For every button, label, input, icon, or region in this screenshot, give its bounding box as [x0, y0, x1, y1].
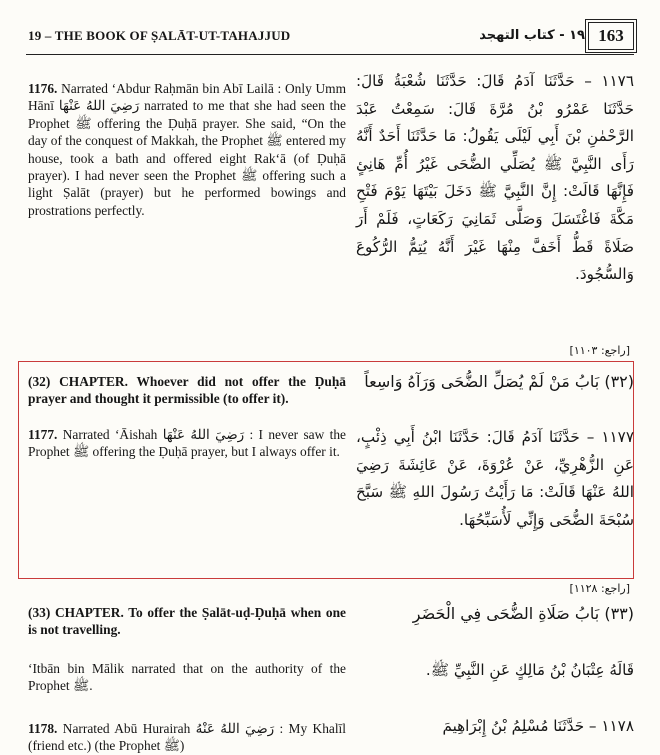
chapter-33-note-arabic: قَالَهُ عِتْبَانُ بْنُ مَالِكٍ عَنِ النَّبِيِّ ﷺ.	[425, 661, 634, 679]
hadith-1176-text: Narrated ‘Abdur Raḥmān bin Abī Lailā : Only Umm Hānī رَضِيَ اللهُ عَنْهَا narrated to me that she had seen the Prophet ﷺ offering the Ḍuḥā prayer. She said, “On the day of the conquest of Makkah, the Prophet ﷺ entered my house, took a bath and offered eight Rak‘ā (of Ḍuḥā prayer). I had never seen the Prophet ﷺ offering such a light Ṣalāt (prayer) but he performed bowings and prostrations perfectly.	[28, 81, 346, 218]
hadith-1178-arabic: ١١٧٨ – حَدَّثَنَا مُسْلِمُ بْنُ إِبْرَاهِيمَ	[442, 717, 634, 735]
chapter-33-heading-english: (33) CHAPTER. To offer the Ṣalāt-uḍ-Ḍuḥā when one is not travelling.	[28, 605, 346, 638]
hadith-1177-number: 1177.	[28, 427, 58, 442]
hadith-1176-arabic: ١١٧٦ – حَدَّثَنَا آدَمُ قَالَ: حَدَّثَنَا شُعْبَةُ قَالَ: حَدَّثَنَا عَمْرُو بْنُ مُرَّةَ قَالَ: سَمِعْتُ عَبْدَ الرَّحْمٰنِ بْنَ أَبِي لَيْلَى يَقُولُ: مَا حَدَّثَنَا أَحَدٌ أَنَّهُ رَأَى النَّبِيَّ ﷺ يُصَلِّي الضُّحَى غَيْرُ أُمِّ هَانِئٍ فَإِنَّهَا قَالَتْ: إِنَّ النَّبِيَّ ﷺ دَخَلَ بَيْتَهَا يَوْمَ فَتْحِ مَكَّةَ فَاغْتَسَلَ وَصَلَّى ثَمَانِيَ رَكَعَاتٍ، فَلَمْ أَرَ صَلَاةً قَطُّ أَخَفَّ مِنْهَا غَيْرَ أَنَّهُ يُتِمُّ الرُّكُوعَ وَالسُّجُودَ.	[356, 72, 634, 284]
hadith-1176-number: 1176.	[28, 81, 58, 96]
chapter-32-heading-english: (32) CHAPTER. Whoever did not offer the Ḍuḥā prayer and thought it permissible (to offer it).	[28, 374, 346, 407]
hadith-1177-text: Narrated ‘Āishah رَضِيَ اللهُ عَنْهَا : I never saw the Prophet ﷺ offering the Ḍuḥā prayer, but I always offer it.	[28, 427, 346, 460]
hadith-1177-english	[28, 426, 346, 461]
hadith-1177-arabic: ١١٧٧ – حَدَّثَنَا آدَمُ قَالَ: حَدَّثَنَا ابْنُ أَبِي ذِئْبٍ، عَنِ الزُّهْرِيِّ، عَنْ عُرْوَةَ، عَنْ عَائِشَةَ رَضِيَ اللهُ عَنْهَا قَالَتْ: مَا رَأَيْتُ رَسُولَ اللهِ ﷺ سَبَّحَ سُبْحَةَ الضُّحَى وَإِنِّي لَأُسَبِّحُهَا.	[356, 428, 634, 529]
page-header	[0, 22, 660, 50]
hadith-1178-text: Narrated Abū Hurairah رَضِيَ اللهُ عَنْهُ : My Khalīl (friend etc.) (the Prophet ﷺ)	[28, 721, 346, 754]
hadith-1178-english	[28, 720, 346, 755]
hadith-1178-number: 1178.	[28, 721, 58, 736]
chapter-32-heading-arabic: (٣٢) بَابُ مَنْ لَمْ يُصَلِّ الضُّحَى وَرَآهُ وَاسِعاً	[364, 372, 634, 391]
hadith-1176-english	[28, 80, 346, 219]
header-rule	[26, 54, 634, 55]
chapter-33-heading-arabic: (٣٣) بَابُ صَلَاةِ الضُّحَى فِي الْحَضَرِ	[412, 604, 634, 623]
hadith-1176-reference: [راجع: ١١٠٣]	[569, 344, 630, 357]
hadith-1177-reference: [راجع: ١١٢٨]	[569, 582, 630, 595]
book-title-arabic: ١٩ - كتاب التهجد	[479, 28, 585, 43]
book-title-english: 19 – THE BOOK OF ṢALĀT-UT-TAHAJJUD	[28, 28, 291, 43]
chapter-33-note-english: ‘Itbān bin Mālik narrated that on the authority of the Prophet ﷺ.	[28, 661, 346, 694]
page-number: 163	[588, 22, 634, 50]
